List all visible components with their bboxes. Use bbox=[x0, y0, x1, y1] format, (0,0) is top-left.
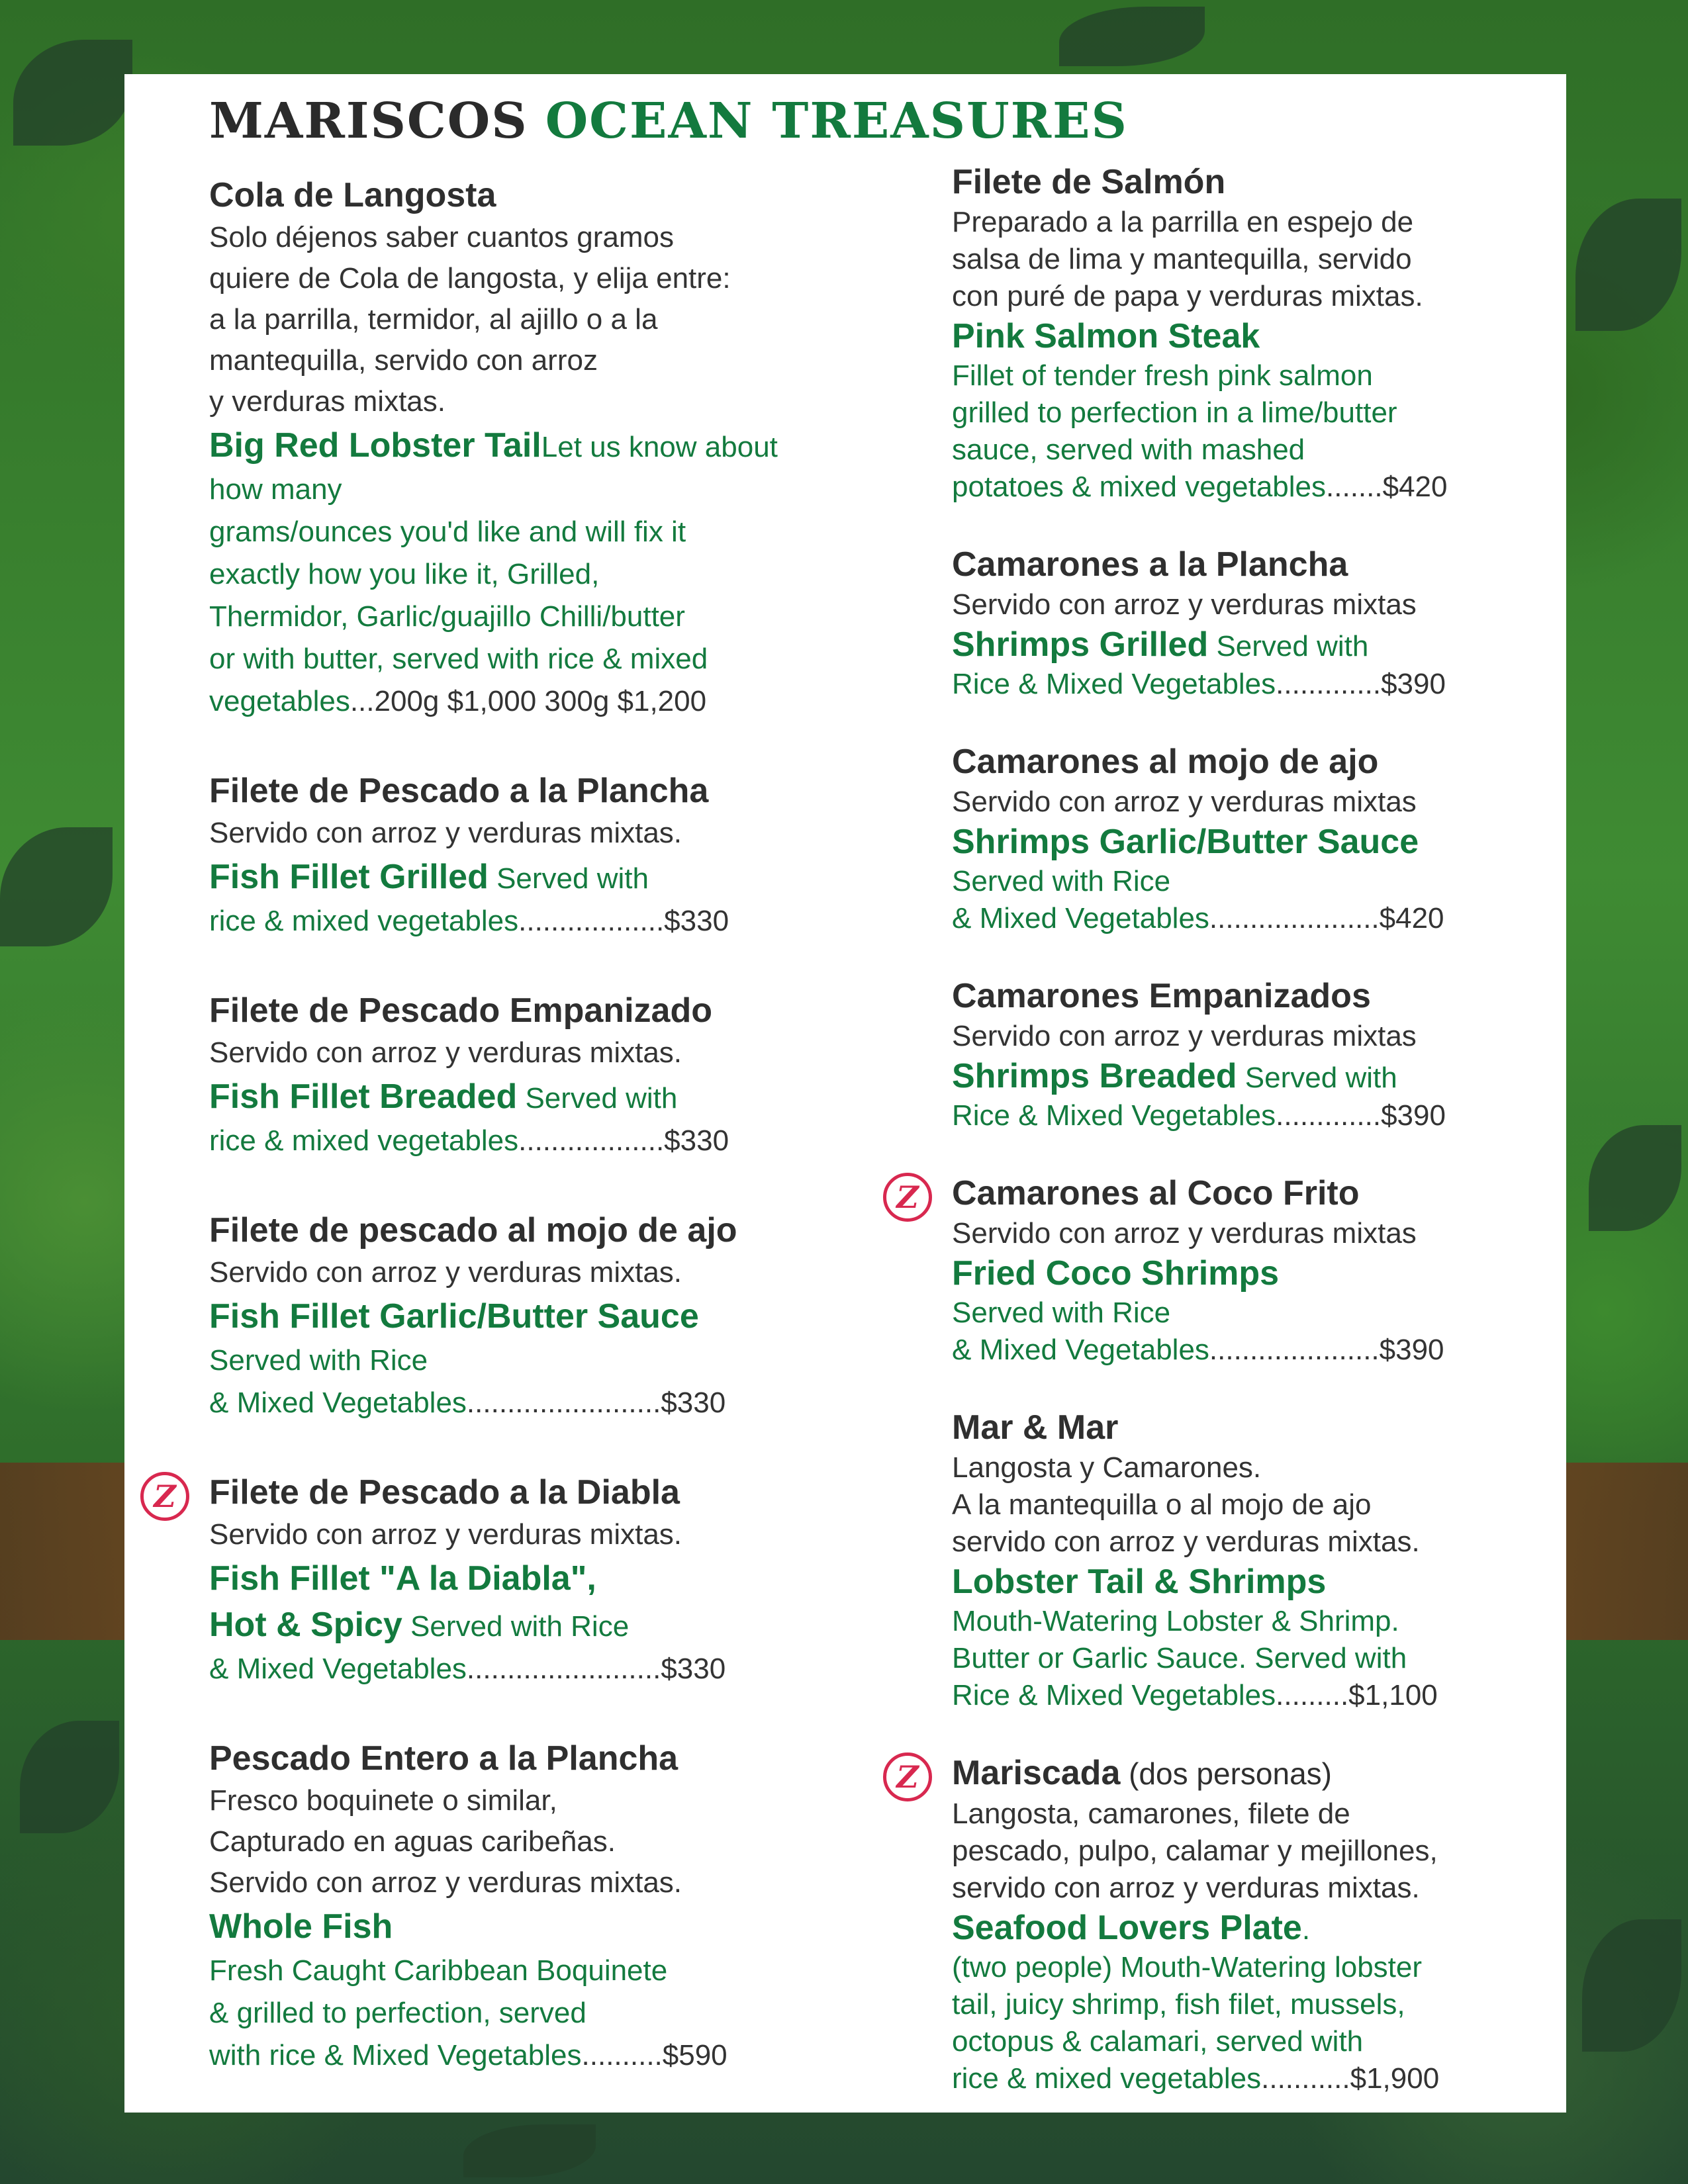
dish-price: ..................$330 bbox=[518, 1124, 729, 1157]
dish-name-es-note: (dos personas) bbox=[1120, 1756, 1332, 1791]
dish-english bbox=[209, 1555, 831, 1690]
dish-description-es: Preparado a la parrilla en espejo de salsa de lima y mantequilla, servido con puré de papa y verduras mixtas. bbox=[952, 206, 1423, 312]
dish-english bbox=[209, 1293, 831, 1424]
dish-name-es bbox=[209, 769, 831, 813]
dish-name-es bbox=[952, 740, 1534, 784]
dish-name-en: Shrimps Breaded bbox=[952, 1057, 1237, 1095]
dish-description-en: . (two people) Mouth-Watering lobster tail, juicy shrimp, fish filet, mussels, octopus & calamari, served with rice & mixed vegetables bbox=[952, 1913, 1423, 2095]
dish-english bbox=[209, 1903, 831, 2077]
dish-description-en: Served with Rice & Mixed Vegetables bbox=[209, 1344, 467, 1419]
dish-name-es-text: Camarones Empanizados bbox=[952, 977, 1371, 1015]
menu-item bbox=[952, 543, 1534, 703]
dish-english bbox=[952, 1907, 1534, 2097]
dish-description-en: Served with Rice & Mixed Vegetables bbox=[952, 630, 1369, 700]
dish-price: .........$1,100 bbox=[1276, 1679, 1438, 1711]
dish-name-es bbox=[209, 1737, 831, 1780]
menu-item bbox=[209, 1208, 831, 1424]
dish-description-es: Servido con arroz y verduras mixtas bbox=[952, 1020, 1417, 1052]
menu-item bbox=[896, 1751, 1534, 2097]
dish-description-es: Servido con arroz y verduras mixtas bbox=[952, 786, 1417, 818]
dish-price: ...200g $1,000 300g $1,200 bbox=[350, 685, 707, 717]
dish-name-es bbox=[952, 1171, 1534, 1215]
dish-name-es bbox=[209, 1208, 831, 1252]
dish-name-es-text: Mariscada bbox=[952, 1754, 1121, 1792]
dish-description-en: Served with Rice & Mixed Vegetables bbox=[209, 1610, 630, 1685]
dish-english bbox=[952, 623, 1534, 703]
menu-item bbox=[209, 173, 831, 723]
dish-price: ..........$590 bbox=[581, 2039, 727, 2071]
dish-name-es-text: Filete de Pescado a la Plancha bbox=[209, 772, 709, 810]
dish-description-es: Servido con arroz y verduras mixtas bbox=[952, 1217, 1417, 1250]
dish-name-en: Shrimps Grilled bbox=[952, 625, 1209, 664]
dish-english bbox=[209, 1073, 831, 1162]
dish-name-en: Fish Fillet Breaded bbox=[209, 1077, 518, 1116]
menu-item bbox=[209, 769, 831, 942]
dish-name-es-text: Camarones a la Plancha bbox=[952, 545, 1348, 584]
menu-item bbox=[209, 989, 831, 1162]
dish-name-es-text: Mar & Mar bbox=[952, 1408, 1119, 1447]
background-leaf bbox=[463, 2124, 596, 2177]
dish-description-es: Servido con arroz y verduras mixtas bbox=[952, 588, 1417, 621]
left-column bbox=[154, 173, 831, 2123]
dish-name-en: Fish Fillet "A la Diabla", Hot & Spicy bbox=[209, 1559, 596, 1644]
dish-name-en: Fish Fillet Garlic/Butter Sauce bbox=[209, 1297, 699, 1336]
dish-name-en: Pink Salmon Steak bbox=[952, 317, 1260, 355]
menu-item bbox=[952, 1406, 1534, 1714]
dish-price: .......$420 bbox=[1326, 471, 1448, 503]
dish-name-es bbox=[209, 173, 831, 217]
background-leaf bbox=[13, 40, 132, 146]
title-ocean-treasures: OCEAN TREASURES bbox=[545, 93, 1128, 150]
dish-name-es-text: Cola de Langosta bbox=[209, 176, 496, 214]
dish-name-en: Fish Fillet Grilled bbox=[209, 858, 489, 896]
dish-description-es: Servido con arroz y verduras mixtas. bbox=[209, 1256, 682, 1289]
dish-english bbox=[952, 1252, 1534, 1369]
dish-description-en: Served with Rice & Mixed Vegetables bbox=[952, 1062, 1397, 1132]
dish-description-es: Servido con arroz y verduras mixtas. bbox=[209, 1518, 682, 1551]
dish-description-es: Langosta y Camarones. A la mantequilla o al mojo de ajo servido con arroz y verduras mixtas. bbox=[952, 1451, 1420, 1558]
specialty-badge-icon: Z bbox=[140, 1472, 189, 1521]
dish-name-es-text: Filete de Pescado Empanizado bbox=[209, 991, 712, 1030]
title-mariscos: MARISCOS bbox=[209, 93, 528, 150]
dish-english bbox=[952, 1055, 1534, 1134]
dish-name-en: Lobster Tail & Shrimps bbox=[952, 1563, 1327, 1601]
dish-description-en: Served with Rice & Mixed Vegetables bbox=[952, 865, 1209, 934]
dish-description-es: Langosta, camarones, filete de pescado, pulpo, calamar y mejillones, servido con arroz y verduras mixtas. bbox=[952, 1797, 1438, 1904]
dish-description-en: Let us know about how many grams/ounces you'd like and will fix it exactly how you like it, Grilled, Thermidor, Garlic/guajillo Chilli/butter or with butter, served with rice & mixed vegetables bbox=[209, 431, 778, 717]
right-column bbox=[896, 160, 1534, 2134]
dish-english bbox=[952, 821, 1534, 937]
dish-english bbox=[209, 422, 831, 723]
dish-description-en: Mouth-Watering Lobster & Shrimp. Butter or Garlic Sauce. Served with Rice & Mixed Vegetables bbox=[952, 1605, 1407, 1711]
specialty-badge-icon: Z bbox=[883, 1173, 932, 1222]
dish-name-es bbox=[952, 974, 1534, 1018]
specialty-badge-icon: Z bbox=[883, 1752, 932, 1801]
dish-name-es bbox=[952, 543, 1534, 586]
background-leaf bbox=[0, 827, 113, 946]
menu-item bbox=[952, 974, 1534, 1134]
menu-item bbox=[952, 160, 1534, 506]
dish-name-es bbox=[952, 1406, 1534, 1449]
dish-price: .....................$420 bbox=[1209, 902, 1444, 934]
dish-name-es-text: Camarones al Coco Frito bbox=[952, 1174, 1360, 1212]
background-leaf bbox=[1582, 1919, 1681, 2052]
dish-name-es-text: Camarones al mojo de ajo bbox=[952, 743, 1379, 781]
dish-name-es bbox=[952, 160, 1534, 204]
background-leaf bbox=[1589, 1125, 1681, 1231]
dish-name-es-text: Filete de Pescado a la Diabla bbox=[209, 1473, 680, 1512]
menu-item bbox=[154, 1471, 831, 1690]
dish-name-es-text: Filete de Salmón bbox=[952, 163, 1226, 201]
menu-item bbox=[209, 1737, 831, 2077]
dish-name-en: Fried Coco Shrimps bbox=[952, 1254, 1280, 1293]
dish-name-es-text: Filete de pescado al mojo de ajo bbox=[209, 1211, 737, 1250]
menu-item bbox=[952, 740, 1534, 937]
dish-description-es: Servido con arroz y verduras mixtas. bbox=[209, 1036, 682, 1069]
dish-description-en: Fillet of tender fresh pink salmon grilled to perfection in a lime/butter sauce, served with mashed potatoes & mixed vegetables bbox=[952, 359, 1397, 503]
dish-name-en: Seafood Lovers Plate bbox=[952, 1909, 1302, 1947]
dish-name-es bbox=[209, 989, 831, 1032]
dish-name-es bbox=[209, 1471, 831, 1514]
background-leaf bbox=[1059, 7, 1205, 66]
dish-description-es: Fresco boquinete o similar, Capturado en aguas caribeñas. Servido con arroz y verduras mixtas. bbox=[209, 1784, 682, 1899]
dish-name-en: Big Red Lobster Tail bbox=[209, 426, 541, 465]
dish-description-en: Served with rice & mixed vegetables bbox=[209, 1082, 678, 1157]
dish-price: .....................$390 bbox=[1209, 1334, 1444, 1366]
dish-english bbox=[209, 854, 831, 942]
dish-price: ........................$330 bbox=[466, 1653, 726, 1685]
dish-name-es-text: Pescado Entero a la Plancha bbox=[209, 1739, 679, 1778]
dish-price: ........................$330 bbox=[466, 1387, 726, 1419]
dish-description-es: Solo déjenos saber cuantos gramos quiere de Cola de langosta, y elija entre: a la parrilla, termidor, al ajillo o a la mantequilla, servido con arroz y verduras mixtas. bbox=[209, 221, 731, 418]
background-leaf bbox=[1575, 199, 1681, 331]
dish-price: ...........$1,900 bbox=[1261, 2062, 1440, 2095]
dish-price: .............$390 bbox=[1276, 1099, 1446, 1132]
dish-english bbox=[952, 315, 1534, 506]
dish-price: .............$390 bbox=[1276, 668, 1446, 700]
dish-description-en: Served with rice & mixed vegetables bbox=[209, 862, 649, 937]
dish-description-en: Served with Rice & Mixed Vegetables bbox=[952, 1297, 1209, 1366]
dish-description-es: Servido con arroz y verduras mixtas. bbox=[209, 817, 682, 849]
page-title bbox=[209, 93, 1128, 150]
dish-price: ..................$330 bbox=[518, 905, 729, 937]
dish-name-en: Whole Fish bbox=[209, 1907, 393, 1946]
dish-name-es bbox=[952, 1751, 1534, 1796]
dish-description-en: Fresh Caught Caribbean Boquinete & grilled to perfection, served with rice & Mixed Vegetables bbox=[209, 1954, 668, 2071]
dish-english bbox=[952, 1561, 1534, 1714]
dish-name-en: Shrimps Garlic/Butter Sauce bbox=[952, 823, 1419, 861]
menu-item bbox=[896, 1171, 1534, 1369]
background-leaf bbox=[20, 1721, 119, 1833]
